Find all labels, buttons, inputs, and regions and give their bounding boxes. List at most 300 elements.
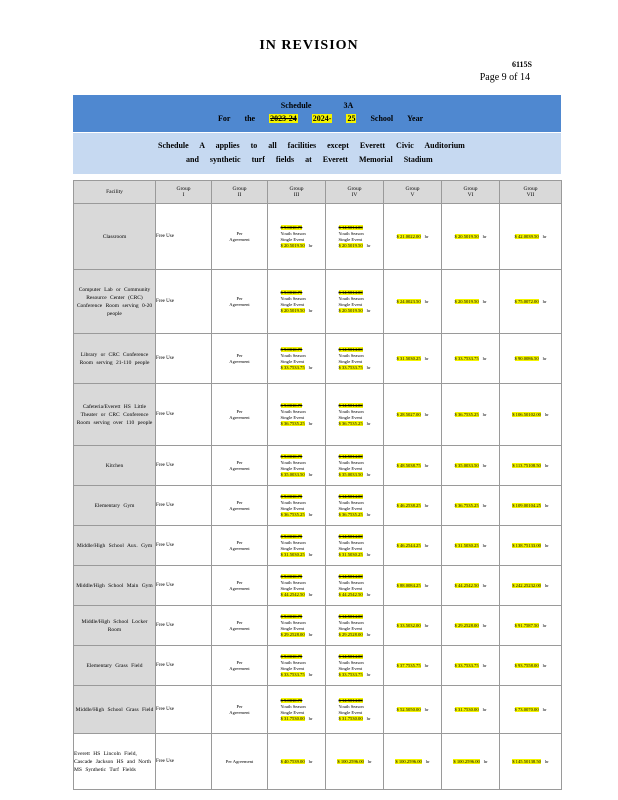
applies-line-2: and synthetic turf fields at Everett Memorial Stadium <box>186 155 433 164</box>
group-6-rate <box>442 646 500 686</box>
group-2-per-agreement: Per Agreement <box>212 486 268 526</box>
rate-value: $ 24.0023.50 <box>396 298 421 304</box>
per-hour-label: hr <box>366 631 371 637</box>
per-hour-label: hr <box>366 307 371 313</box>
group-7-rate <box>500 270 562 334</box>
column-header-5: Group V <box>384 181 442 204</box>
group-3-rates <box>268 270 326 334</box>
per-hour-label: hr <box>424 582 429 588</box>
per-hour-label: hr <box>308 242 313 248</box>
youth-season-rate: $ 14.5014.00 <box>338 533 363 539</box>
single-event-rate: $ 35.0033.50 <box>338 471 363 477</box>
single-event-label: Single Event <box>338 358 363 364</box>
group-2-per-agreement: Per Agreement <box>212 204 268 270</box>
group-1-free-use: Free Use <box>156 486 212 526</box>
per-hour-label: hr <box>308 511 313 517</box>
rate-value: $ 145.50138.50 <box>512 758 541 764</box>
group-3-rates <box>268 606 326 646</box>
per-hour-label: hr <box>424 298 429 304</box>
per-hour-label: hr <box>424 502 429 508</box>
rate-value: $ 100.2596.00 <box>453 758 480 764</box>
rate-value: $ 46.2538.25 <box>396 502 421 508</box>
table-row <box>74 486 562 526</box>
youth-season-label: Youth Season <box>280 408 306 414</box>
group-6-rate <box>442 384 500 446</box>
facility-name: Middle/High School Main Gym <box>74 566 156 606</box>
group-6-rate <box>442 686 500 734</box>
group-5-rate <box>384 566 442 606</box>
single-event-rate: $ 36.7535.25 <box>280 420 305 426</box>
rate-value: $ 138.75133.00 <box>512 542 541 548</box>
youth-season-rate: $ 9.0010.75 <box>280 653 303 659</box>
group-3-rates <box>268 686 326 734</box>
single-event-rate: $ 33.7533.75 <box>280 671 305 677</box>
single-event-label: Single Event <box>338 709 363 715</box>
rate-value: $ 106.50102.00 <box>512 411 541 417</box>
group-6-rate <box>442 204 500 270</box>
per-hour-label: hr <box>542 298 547 304</box>
per-hour-label: hr <box>424 411 429 417</box>
group-5-rate <box>384 446 442 486</box>
single-event-rate: $ 36.7535.25 <box>338 420 363 426</box>
rate-value: $ 44.2542.50 <box>454 582 479 588</box>
youth-season-rate: $ 14.5014.00 <box>338 653 363 659</box>
youth-season-label: Youth Season <box>338 703 364 709</box>
single-event-rate: $ 35.0033.50 <box>280 471 305 477</box>
single-event-rate: $ 20.5019.50 <box>280 307 305 313</box>
youth-season-rate: $ 9.0010.75 <box>280 224 303 230</box>
per-hour-label: hr <box>542 622 547 628</box>
facility-name: Cafeteria/Everett HS Little Theater or CRC Conference Room serving over 110 people <box>74 384 156 446</box>
single-event-label: Single Event <box>280 625 305 631</box>
youth-season-label: Youth Season <box>280 619 306 625</box>
group-1-free-use: Free Use <box>156 270 212 334</box>
group-7-rate <box>500 334 562 384</box>
single-event-rate: $ 31.7530.00 <box>280 715 305 721</box>
table-row-turf-fields <box>74 734 562 790</box>
fee-schedule-table <box>73 180 562 790</box>
group-4-rates <box>326 606 384 646</box>
group-1-free-use: Free Use <box>156 646 212 686</box>
applies-to-band <box>73 133 561 174</box>
group-4-rates <box>326 204 384 270</box>
group-7-rate <box>500 646 562 686</box>
rate-value: $ 73.0070.00 <box>514 706 539 712</box>
document-number: 6115S <box>511 60 532 69</box>
group-7-rate <box>500 686 562 734</box>
per-hour-label: hr <box>544 582 549 588</box>
single-event-label: Single Event <box>280 301 305 307</box>
group-2-per-agreement: Per Agreement <box>212 270 268 334</box>
youth-season-rate: $ 9.0010.75 <box>280 453 303 459</box>
group-1-free-use: Free Use <box>156 606 212 646</box>
per-hour-label: hr <box>366 242 371 248</box>
group-7-rate <box>500 384 562 446</box>
rate-value: $ 29.2528.00 <box>454 622 479 628</box>
single-event-label: Single Event <box>280 358 305 364</box>
group-5-rate <box>384 270 442 334</box>
single-event-label: Single Event <box>338 585 363 591</box>
group-2-per-agreement: Per Agreement <box>212 686 268 734</box>
group-6-rate <box>442 606 500 646</box>
per-hour-label: hr <box>482 542 487 548</box>
per-hour-label: hr <box>482 706 487 712</box>
group-5-rate <box>384 486 442 526</box>
youth-season-rate: $ 9.0010.75 <box>280 493 303 499</box>
group-7-rate <box>500 526 562 566</box>
group-1-free-use: Free Use <box>156 446 212 486</box>
youth-season-label: Youth Season <box>338 539 364 545</box>
single-event-label: Single Event <box>338 236 363 242</box>
single-event-label: Single Event <box>280 545 305 551</box>
table-row <box>74 270 562 334</box>
per-hour-label: hr <box>308 307 313 313</box>
single-event-rate: $ 44.2542.50 <box>280 591 305 597</box>
group-7-rate <box>500 204 562 270</box>
group-2-per-agreement: Per Agreement <box>212 734 268 790</box>
per-hour-label: hr <box>366 420 371 426</box>
youth-season-label: Youth Season <box>280 459 306 465</box>
rate-value: $ 52.5050.00 <box>396 706 421 712</box>
per-hour-label: hr <box>542 355 547 361</box>
group-6-rate <box>442 334 500 384</box>
rate-value: $ 100.2596.00 <box>395 758 422 764</box>
rate-value: $ 46.2544.25 <box>396 542 421 548</box>
group-5-rate <box>384 204 442 270</box>
per-hour-label: hr <box>482 233 487 239</box>
group-2-per-agreement: Per Agreement <box>212 446 268 486</box>
group-5-rate <box>384 334 442 384</box>
rate-value: $ 93.7558.00 <box>514 662 539 668</box>
group-6-rate <box>442 734 500 790</box>
table-row <box>74 334 562 384</box>
group-4-rates <box>326 384 384 446</box>
group-1-free-use: Free Use <box>156 526 212 566</box>
table-row <box>74 526 562 566</box>
facility-name: Library or CRC Conference Room serving 21-110 people <box>74 334 156 384</box>
youth-season-label: Youth Season <box>280 499 306 505</box>
group-7-rate <box>500 486 562 526</box>
group-4-rates <box>326 646 384 686</box>
per-hour-label: hr <box>482 622 487 628</box>
group-5-rate <box>384 526 442 566</box>
youth-season-rate: $ 9.0010.75 <box>280 346 303 352</box>
table-row <box>74 606 562 646</box>
rate-value: $ 31.5030.25 <box>396 355 421 361</box>
per-hour-label: hr <box>308 420 313 426</box>
group-2-per-agreement: Per Agreement <box>212 646 268 686</box>
rate-value: $ 28.5027.00 <box>396 411 421 417</box>
group-3-rates <box>268 204 326 270</box>
schedule-label: Schedule 3A <box>280 101 354 110</box>
rate-value: $ 21.0022.00 <box>396 233 421 239</box>
group-7-rate <box>500 734 562 790</box>
table-row <box>74 646 562 686</box>
single-event-label: Single Event <box>280 709 305 715</box>
per-hour-label: hr <box>482 582 487 588</box>
group-5-rate <box>384 646 442 686</box>
per-hour-label: hr <box>482 411 487 417</box>
group-6-rate <box>442 270 500 334</box>
rate-value: $ 242.25232.00 <box>512 582 541 588</box>
per-hour-label: hr <box>424 662 429 668</box>
group-5-rate <box>384 606 442 646</box>
per-hour-label: hr <box>424 355 429 361</box>
single-event-label: Single Event <box>338 625 363 631</box>
group-3-rates <box>268 526 326 566</box>
youth-season-rate: $ 9.0010.75 <box>280 573 303 579</box>
single-event-rate: $ 31.5030.25 <box>338 551 363 557</box>
per-hour-label: hr <box>424 462 429 468</box>
rate-value: $ 91.7587.50 <box>514 622 539 628</box>
per-hour-label: hr <box>424 233 429 239</box>
per-hour-label: hr <box>366 511 371 517</box>
rate-value: $ 33.5032.00 <box>396 622 421 628</box>
rate-value: $ 88.0084.25 <box>396 582 421 588</box>
youth-season-label: Youth Season <box>338 459 364 465</box>
per-hour-label: hr <box>367 758 372 764</box>
single-event-rate: $ 20.5019.50 <box>338 242 363 248</box>
group-1-free-use: Free Use <box>156 686 212 734</box>
facility-name: Elementary Grass Field <box>74 646 156 686</box>
group-4-rates <box>326 526 384 566</box>
group-7-rate <box>500 566 562 606</box>
column-header-0: Facility <box>74 181 156 204</box>
rate-value: $ 40.7539.00 <box>280 758 305 764</box>
youth-season-label: Youth Season <box>338 499 364 505</box>
youth-season-rate: $ 9.0010.75 <box>280 402 303 408</box>
youth-season-rate: $ 14.5014.00 <box>338 697 363 703</box>
group-5-rate <box>384 384 442 446</box>
single-event-label: Single Event <box>280 585 305 591</box>
table-row <box>74 384 562 446</box>
per-hour-label: hr <box>366 671 371 677</box>
single-event-rate: $ 20.5019.50 <box>338 307 363 313</box>
single-event-rate: $ 44.2542.50 <box>338 591 363 597</box>
single-event-rate: $ 36.7535.25 <box>280 511 305 517</box>
rate-value: $ 20.5019.50 <box>454 298 479 304</box>
rate-value: $ 37.7535.75 <box>396 662 421 668</box>
per-hour-label: hr <box>308 471 313 477</box>
per-hour-label: hr <box>308 671 313 677</box>
per-hour-label: hr <box>544 462 549 468</box>
youth-season-rate: $ 14.5014.00 <box>338 346 363 352</box>
per-hour-label: hr <box>424 542 429 548</box>
facility-name: Elementary Gym <box>74 486 156 526</box>
column-header-7: Group VII <box>500 181 562 204</box>
document-status-title: IN REVISION <box>259 38 359 53</box>
rate-value: $ 48.5038.75 <box>396 462 421 468</box>
single-event-rate: $ 31.7530.00 <box>338 715 363 721</box>
new-year-start: 2024- <box>312 114 332 123</box>
per-hour-label: hr <box>308 364 313 370</box>
group-1-free-use: Free Use <box>156 334 212 384</box>
group-4-rates <box>326 686 384 734</box>
group-7-rate <box>500 446 562 486</box>
table-row <box>74 566 562 606</box>
group-3-rates <box>268 646 326 686</box>
per-hour-label: hr <box>366 591 371 597</box>
youth-season-rate: $ 14.5014.00 <box>338 224 363 230</box>
youth-season-rate: $ 14.5014.00 <box>338 493 363 499</box>
per-hour-label: hr <box>308 715 313 721</box>
youth-season-label: Youth Season <box>338 619 364 625</box>
group-3-rate <box>268 734 326 790</box>
per-hour-label: hr <box>366 471 371 477</box>
per-hour-label: hr <box>366 551 371 557</box>
youth-season-label: Youth Season <box>280 352 306 358</box>
single-event-label: Single Event <box>338 465 363 471</box>
per-hour-label: hr <box>542 706 547 712</box>
group-4-rates <box>326 270 384 334</box>
rate-value: $ 33.7533.75 <box>454 355 479 361</box>
rate-value: $ 20.5019.50 <box>454 233 479 239</box>
single-event-label: Single Event <box>280 236 305 242</box>
youth-season-label: Youth Season <box>338 579 364 585</box>
youth-season-rate: $ 14.5014.00 <box>338 402 363 408</box>
per-hour-label: hr <box>308 758 313 764</box>
per-hour-label: hr <box>544 542 549 548</box>
per-hour-label: hr <box>544 411 549 417</box>
single-event-label: Single Event <box>280 414 305 420</box>
group-3-rates <box>268 486 326 526</box>
youth-season-rate: $ 9.0010.75 <box>280 533 303 539</box>
single-event-rate: $ 36.7535.25 <box>338 511 363 517</box>
single-event-label: Single Event <box>338 505 363 511</box>
per-hour-label: hr <box>542 662 547 668</box>
table-row <box>74 446 562 486</box>
per-hour-label: hr <box>542 233 547 239</box>
group-2-per-agreement: Per Agreement <box>212 566 268 606</box>
schedule-title-band <box>73 95 561 132</box>
per-hour-label: hr <box>366 364 371 370</box>
rate-value: $ 75.0072.00 <box>514 298 539 304</box>
single-event-rate: $ 33.7533.75 <box>338 364 363 370</box>
group-3-rates <box>268 334 326 384</box>
rate-value: $ 31.5030.25 <box>454 542 479 548</box>
per-hour-label: hr <box>424 706 429 712</box>
facility-name: Computer Lab or Community Resource Center (CRC) Conference Room serving 0-20 people <box>74 270 156 334</box>
per-hour-label: hr <box>425 758 430 764</box>
youth-season-label: Youth Season <box>338 230 364 236</box>
single-event-rate: $ 29.2528.00 <box>280 631 305 637</box>
per-hour-label: hr <box>482 502 487 508</box>
single-event-rate: $ 33.7533.75 <box>338 671 363 677</box>
group-1-free-use: Free Use <box>156 734 212 790</box>
page-number: Page 9 of 14 <box>479 72 530 83</box>
group-1-free-use: Free Use <box>156 384 212 446</box>
column-header-6: Group VI <box>442 181 500 204</box>
column-header-1: Group I <box>156 181 212 204</box>
rate-value: $ 36.7535.25 <box>454 502 479 508</box>
per-hour-label: hr <box>482 462 487 468</box>
column-header-3: Group III <box>268 181 326 204</box>
facility-name: Everett HS Lincoln Field, Cascade Jackson HS and North MS Synthetic Turf Fields <box>74 734 156 790</box>
facility-name: Classroom <box>74 204 156 270</box>
group-5-rate <box>384 734 442 790</box>
per-hour-label: hr <box>424 622 429 628</box>
rate-value: $ 113.75108.50 <box>512 462 541 468</box>
per-hour-label: hr <box>366 715 371 721</box>
column-header-2: Group II <box>212 181 268 204</box>
rate-value: $ 100.2596.00 <box>337 758 364 764</box>
facility-name: Middle/High School Grass Field <box>74 686 156 734</box>
group-3-rates <box>268 384 326 446</box>
group-4-rates <box>326 566 384 606</box>
group-6-rate <box>442 446 500 486</box>
group-7-rate <box>500 606 562 646</box>
per-hour-label: hr <box>308 591 313 597</box>
rate-value: $ 42.0039.50 <box>514 233 539 239</box>
group-2-per-agreement: Per Agreement <box>212 606 268 646</box>
single-event-label: Single Event <box>338 301 363 307</box>
single-event-rate: $ 29.2528.00 <box>338 631 363 637</box>
new-year-end: 25 <box>347 114 356 123</box>
single-event-label: Single Event <box>280 505 305 511</box>
group-3-rates <box>268 446 326 486</box>
single-event-label: Single Event <box>338 665 363 671</box>
group-6-rate <box>442 526 500 566</box>
youth-season-label: Youth Season <box>280 230 306 236</box>
table-row <box>74 686 562 734</box>
applies-line-1: Schedule A applies to all facilities except Everett Civic Auditorium <box>158 141 465 150</box>
single-event-label: Single Event <box>338 545 363 551</box>
group-5-rate <box>384 686 442 734</box>
youth-season-label: Youth Season <box>338 408 364 414</box>
facility-name: Middle/High School Locker Room <box>74 606 156 646</box>
youth-season-rate: $ 9.0010.75 <box>280 697 303 703</box>
group-1-free-use: Free Use <box>156 566 212 606</box>
column-header-4: Group IV <box>326 181 384 204</box>
rate-value: $ 35.0033.50 <box>454 462 479 468</box>
per-hour-label: hr <box>482 662 487 668</box>
facility-name: Kitchen <box>74 446 156 486</box>
rate-value: $ 90.0086.50 <box>514 355 539 361</box>
table-row <box>74 204 562 270</box>
facility-name: Middle/High School Aux. Gym <box>74 526 156 566</box>
per-hour-label: hr <box>483 758 488 764</box>
single-event-rate: $ 33.7533.75 <box>280 364 305 370</box>
rate-value: $ 33.7533.75 <box>454 662 479 668</box>
youth-season-label: Youth Season <box>338 295 364 301</box>
old-year: 2023-24 <box>270 114 297 123</box>
table-header-row <box>74 181 562 204</box>
group-6-rate <box>442 566 500 606</box>
group-6-rate <box>442 486 500 526</box>
youth-season-label: Youth Season <box>280 579 306 585</box>
school-year-line: For the 2023-24 2024- 25 School Year <box>218 114 424 123</box>
single-event-label: Single Event <box>280 465 305 471</box>
group-4-rate <box>326 734 384 790</box>
youth-season-label: Youth Season <box>280 295 306 301</box>
group-3-rates <box>268 566 326 606</box>
per-hour-label: hr <box>482 298 487 304</box>
youth-season-label: Youth Season <box>280 539 306 545</box>
per-hour-label: hr <box>544 758 549 764</box>
youth-season-label: Youth Season <box>338 659 364 665</box>
single-event-rate: $ 20.5019.50 <box>280 242 305 248</box>
youth-season-label: Youth Season <box>280 659 306 665</box>
group-1-free-use: Free Use <box>156 204 212 270</box>
rate-value: $ 109.00104.25 <box>512 502 541 508</box>
rate-value: $ 36.7535.25 <box>454 411 479 417</box>
per-hour-label: hr <box>308 551 313 557</box>
per-hour-label: hr <box>308 631 313 637</box>
youth-season-rate: $ 14.5014.00 <box>338 289 363 295</box>
group-2-per-agreement: Per Agreement <box>212 334 268 384</box>
group-4-rates <box>326 334 384 384</box>
youth-season-rate: $ 14.5014.00 <box>338 573 363 579</box>
